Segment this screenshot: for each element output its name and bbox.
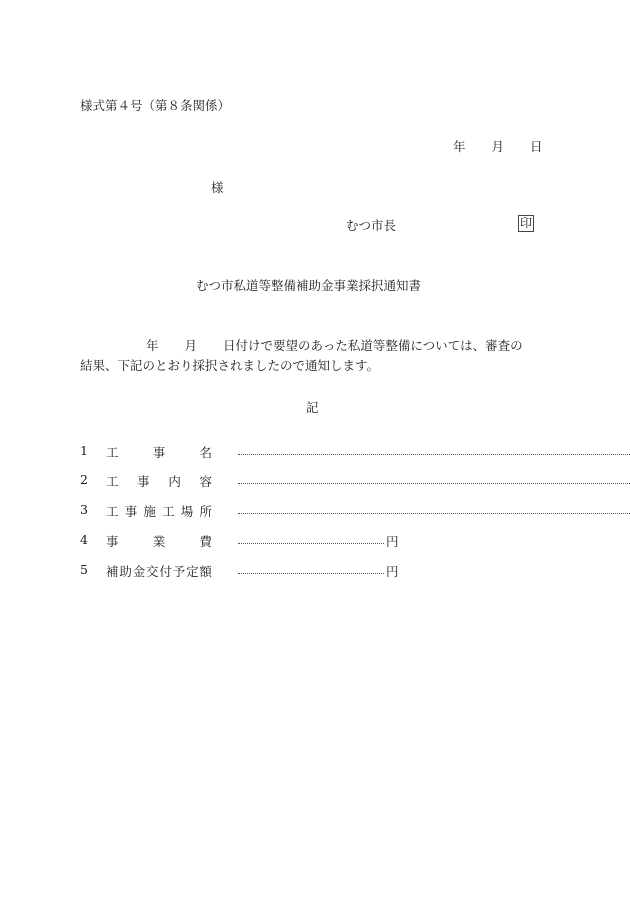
item-label-char: 付 — [159, 564, 172, 579]
item-label-char: 業 — [152, 534, 166, 549]
form-number: 様式第４号（第８条関係） — [80, 98, 231, 113]
item-label-char: 予 — [172, 564, 186, 579]
ki-heading: 記 — [306, 400, 319, 415]
body-year-label: 年 — [146, 338, 159, 353]
item-label-char: 補 — [106, 564, 119, 579]
item-label — [106, 562, 212, 580]
date-line — [453, 137, 543, 155]
issuer-name: むつ市長 — [346, 218, 397, 233]
item-label-char: 施 — [143, 504, 156, 519]
item-label-char: 費 — [199, 534, 212, 549]
seal-mark: 印 — [519, 216, 532, 230]
body-text — [80, 336, 552, 376]
item-label-char: 場 — [180, 504, 194, 519]
item-label-char: 工 — [106, 474, 119, 489]
item-label-char: 金 — [132, 564, 146, 579]
item-fill-line — [238, 543, 384, 544]
item-label — [106, 472, 212, 490]
item-label-char: 助 — [119, 564, 132, 579]
item-fill-line — [238, 573, 384, 574]
addressee-suffix: 様 — [211, 180, 224, 195]
item-number: 3 — [80, 502, 88, 517]
item-label-char: 内 — [168, 474, 181, 489]
date-year-label: 年 — [453, 139, 466, 154]
item-label-char: 工 — [162, 504, 175, 519]
item-number: 5 — [80, 562, 88, 577]
item-fill-line — [238, 454, 630, 455]
body-text-line1: 日付けで要望のあった私道等整備については、審査の — [223, 338, 523, 353]
item-label-char: 事 — [137, 474, 150, 489]
document-title: むつ市私道等整備補助金事業採択通知書 — [196, 278, 422, 293]
body-text-line2: 結果、下記のとおり採択されましたので通知します。 — [80, 358, 380, 373]
item-fill-line — [238, 483, 630, 484]
item-label-char: 額 — [199, 564, 212, 579]
item-label-char: 工 — [106, 504, 119, 519]
date-day-label: 日 — [530, 139, 543, 154]
item-number: 1 — [80, 443, 88, 458]
item-label-char: 交 — [146, 564, 159, 579]
item-label — [106, 502, 212, 520]
date-month-label: 月 — [491, 139, 505, 154]
item-label — [106, 532, 212, 550]
item-number: 4 — [80, 532, 88, 547]
item-label-char: 所 — [199, 504, 212, 519]
item-unit: 円 — [386, 564, 399, 579]
item-label — [106, 443, 212, 461]
item-number: 2 — [80, 472, 88, 487]
item-label-char: 定 — [186, 564, 199, 579]
body-month-label: 月 — [184, 338, 198, 353]
item-fill-line — [238, 513, 630, 514]
item-label-char: 工 — [106, 445, 119, 460]
item-label-char: 事 — [152, 445, 166, 460]
item-label-char: 事 — [106, 534, 119, 549]
item-label-char: 名 — [199, 445, 212, 460]
item-unit: 円 — [386, 534, 399, 549]
item-label-char: 事 — [124, 504, 138, 519]
item-label-char: 容 — [199, 474, 212, 489]
